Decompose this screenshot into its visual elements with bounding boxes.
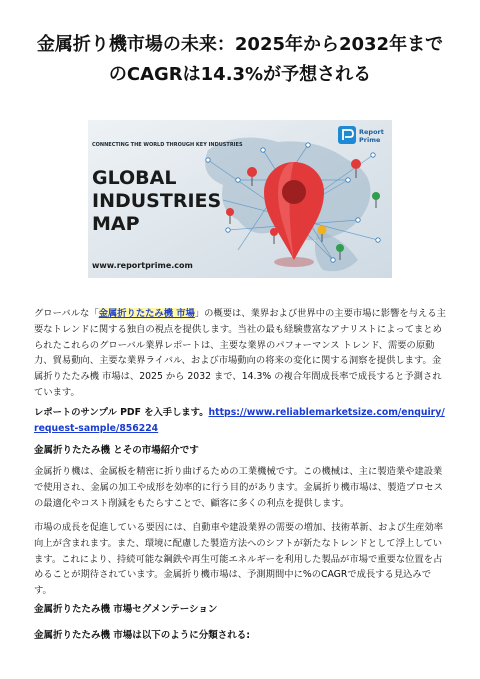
banner-heading-3: MAP [92,213,140,235]
intro-rest: 」の概要は、業界および世界中の主要市場に影響を与える主要なトレンドに関する独自の視点を提供します。当社の最も経験豊富なアナリストによってまとめられたこれらのグローバル業界レポートは、主要な業界のパフォーマンス トレンド、需要の原動力、貿易動向、主要な業界ライバル、および市場動向の将来の変化に関する洞察を提供します。金属折りたたみ機 市場は、2025 から 2032 まで、14.3% の複合年間成長率で成長すると予測されています。 [34,308,446,398]
banner-image [88,120,392,278]
banner-tagline: CONNECTING THE WORLD THROUGH KEY INDUSTRIES [92,142,243,148]
page-title [20,30,460,90]
section-heading-segmentation: 金属折りたたみ機 市場セグメンテーション [34,604,218,615]
section-heading-classification: 金属折りたたみ機 市場は以下のように分類される: [34,630,251,641]
banner-heading-2: INDUSTRIES [92,190,222,212]
world-map-graphic [88,120,392,278]
report-prime-logo [338,126,384,144]
logo-text-2: Prime [359,136,381,144]
section-paragraph-1: 金属折り機は、金属板を精密に折り曲げるための工業機械です。この機械は、主に製造業や建設業で使用され、金属の加工や成形を効率的に行う目的があります。金属折り機市場は、製造プロセスの最適化やコスト削減をもたらすことで、顧客に多くの利点を提供します。 [34,466,443,509]
section-heading-intro: 金属折りたたみ機 とその市場紹介です [34,445,199,456]
banner-url: www.reportprime.com [92,261,193,270]
title-line-2: のCAGRは14.3%が予想される [108,64,372,85]
title-line-1: 金属折り機市場の未来：2025年から2032年まで [36,34,444,55]
banner-heading-1: GLOBAL [92,167,177,189]
intro-prefix: グローバルな「 [34,308,99,319]
market-link[interactable]: 金属折りたたみ機 市場 [98,308,195,319]
sample-link[interactable]: https://www.reliablemarketsize.com/enquiry/request-sample/856224 [34,407,445,434]
logo-text-1: Report [359,128,384,136]
section-paragraph-2: 市場の成長を促進している要因には、自動車や建設業界の需要の増加、技術革新、および生産効率向上が含まれます。また、環境に配慮した製造方法へのシフトが新たなトレンドとして浮上しています。これにより、持続可能な鋼鉄や再生可能エネルギーを利用した製品が市場で重要な位置を占めることが期待されています。金属折り機市場は、予測期間中に%のCAGRで成長する見込みです。 [34,522,444,597]
sample-label: レポートのサンプル PDF を入手します。 [34,407,209,418]
sample-request [34,405,448,437]
intro-paragraph [34,306,448,401]
